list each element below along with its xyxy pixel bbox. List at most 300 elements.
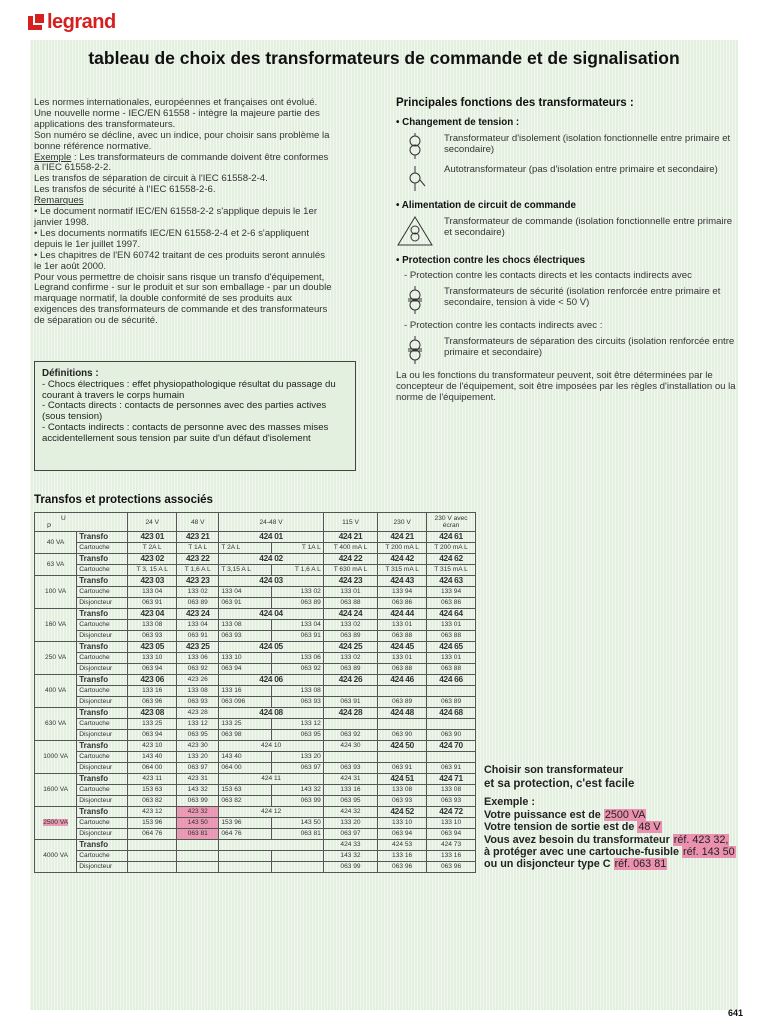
transfo-ref: 424 02 <box>219 554 323 565</box>
table-row <box>35 576 476 587</box>
table-row <box>35 609 476 620</box>
cartouche-ref: 133 08 <box>378 785 427 796</box>
disjoncteur-ref: 063 91 <box>271 631 323 642</box>
transfo-ref: 424 61 <box>427 532 476 543</box>
cartouche-ref: 153 63 <box>219 785 271 796</box>
cartouche-ref: 133 01 <box>323 587 377 598</box>
example-heading: Exemple : <box>484 796 536 809</box>
disjoncteur-ref: 063 93 <box>219 631 271 642</box>
disjoncteur-ref: 063 88 <box>378 631 427 642</box>
transfo-ref: 423 11 <box>128 774 177 785</box>
functions-section <box>396 98 736 403</box>
table-row <box>35 587 476 598</box>
disjoncteur-ref: 063 93 <box>177 697 219 708</box>
functions-footer: La ou les fonctions du transformateur peuvent, soit être déterminées par le concepteur de l'équipement, soit être imposées par les règles d'installation ou la norme de l'équipement. <box>396 370 736 403</box>
row-label: Disjoncteur <box>77 664 128 675</box>
cartouche-ref: 133 94 <box>378 587 427 598</box>
cartouche-ref: 133 02 <box>323 620 377 631</box>
direct-text: - Protection contre les contacts directs et les contacts indirects avec <box>404 270 692 281</box>
transfo-ref: 424 06 <box>219 675 323 686</box>
transfo-ref: 423 24 <box>177 609 219 620</box>
disjoncteur-ref: 063 96 <box>128 697 177 708</box>
cartouche-ref <box>378 686 427 697</box>
definition-item: - Contacts directs : contacts de personnes avec des parties actives (sous tension) <box>42 400 327 423</box>
cartouche-ref: 133 08 <box>177 686 219 697</box>
power-cell: 160 VA <box>35 609 77 642</box>
cartouche-ref: T 2A L <box>128 543 177 554</box>
table-row <box>35 708 476 719</box>
highlight-voltage: 48 V <box>638 821 661 834</box>
transfo-ref: 423 23 <box>177 576 219 587</box>
disjoncteur-ref <box>128 862 177 873</box>
highlight-transfo-ref: réf. 423 32, <box>673 833 729 846</box>
disjoncteur-ref: 063 92 <box>271 664 323 675</box>
u-label: U <box>61 515 66 522</box>
table-row <box>35 532 476 543</box>
cartouche-ref: 133 16 <box>427 851 476 862</box>
cartouche-ref: 133 16 <box>128 686 177 697</box>
choose-example <box>484 764 744 871</box>
disjoncteur-ref: 063 95 <box>323 796 377 807</box>
transfo-ref: 423 12 <box>128 807 177 818</box>
row-label: Transfo <box>77 576 128 587</box>
row-label: Transfo <box>77 642 128 653</box>
disjoncteur-ref: 063 97 <box>177 763 219 774</box>
cartouche-ref: 143 40 <box>128 752 177 763</box>
cartouche-ref: T 400 mA L <box>323 543 377 554</box>
row-label: Cartouche <box>77 851 128 862</box>
transfo-ref: 424 50 <box>378 741 427 752</box>
disjoncteur-ref: 063 91 <box>378 763 427 774</box>
transfo-ref: 424 64 <box>427 609 476 620</box>
cartouche-ref: T 1,6 A L <box>271 565 323 576</box>
example-paragraph <box>34 153 334 175</box>
row-label: Disjoncteur <box>77 763 128 774</box>
table-row <box>35 862 476 873</box>
transfo-ref: 424 44 <box>378 609 427 620</box>
cartouche-ref <box>378 752 427 763</box>
disjoncteur-ref: 063 86 <box>378 598 427 609</box>
table-row <box>35 796 476 807</box>
table-row <box>35 840 476 851</box>
disjoncteur-ref: 063 99 <box>271 796 323 807</box>
cartouche-ref: 133 25 <box>128 719 177 730</box>
cartouche-ref: 133 10 <box>219 653 271 664</box>
example-line-4-text: à protéger avec une cartouche-fusible <box>484 846 683 859</box>
disjoncteur-ref <box>177 862 219 873</box>
choose-title-2: et sa protection, c'est facile <box>484 778 635 791</box>
highlight-power: 2500 VA <box>604 808 646 821</box>
cartouche-ref: 133 16 <box>219 686 271 697</box>
disjoncteur-ref: 063 90 <box>378 730 427 741</box>
cartouche-ref: T 200 mA L <box>427 543 476 554</box>
row-label: Cartouche <box>77 565 128 576</box>
transfo-ref: 424 23 <box>323 576 377 587</box>
alim-title: • Alimentation de circuit de commande <box>396 200 576 211</box>
transfo-ref: 424 32 <box>323 807 377 818</box>
commande-item <box>396 216 736 246</box>
example-line-3-text: Vous avez besoin du transformateur <box>484 833 673 846</box>
table-row <box>35 686 476 697</box>
cartouche-ref: 133 20 <box>177 752 219 763</box>
table-row <box>35 554 476 565</box>
row-label: Cartouche <box>77 785 128 796</box>
disjoncteur-ref: 063 92 <box>323 730 377 741</box>
row-label: Transfo <box>77 675 128 686</box>
transfo-ref: 424 03 <box>219 576 323 587</box>
remark-item: • Le document normatif IEC/EN 61558-2-2 s'applique depuis le 1er janvier 1998. <box>34 206 318 228</box>
table-row <box>35 653 476 664</box>
example-line: Les transfos de sécurité à l'IEC 61558-2-6. <box>34 184 216 196</box>
table-row <box>35 785 476 796</box>
intro-paragraph: Les normes internationales, européennes et françaises ont évolué. Une nouvelle norme - IEC/EN 61558 - intègre la majeure partie des applications des transformateurs. <box>34 97 320 130</box>
cartouche-ref: 133 08 <box>427 785 476 796</box>
power-cell: 250 VA <box>35 642 77 675</box>
row-label: Disjoncteur <box>77 730 128 741</box>
auto-item <box>396 164 736 192</box>
definition-item: - Chocs électriques : effet physiopathologique résultat du passage du courant à travers le corps humain <box>42 378 336 401</box>
power-cell: 40 VA <box>35 532 77 554</box>
transfo-ref: 424 21 <box>378 532 427 543</box>
logo-text: legrand <box>47 10 116 33</box>
cartouche-ref: T 200 mA L <box>378 543 427 554</box>
table-title: Transfos et protections associés <box>34 494 213 506</box>
cartouche-ref <box>378 719 427 730</box>
cartouche-ref: 133 08 <box>271 686 323 697</box>
page-title: tableau de choix des transformateurs de commande et de signalisation <box>88 48 680 68</box>
transfo-ref <box>219 840 323 851</box>
cartouche-ref: 133 01 <box>427 653 476 664</box>
example-line-1 <box>484 809 744 821</box>
row-label: Transfo <box>77 741 128 752</box>
disjoncteur-ref: 063 95 <box>177 730 219 741</box>
power-cell: 63 VA <box>35 554 77 576</box>
separation-text: Transformateurs de séparation des circuits (isolation renforcée entre primaire et secondaire) <box>444 336 735 358</box>
intro-paragraph: Son numéro se décline, avec un indice, pour choisir sans problème la bonne référence normative. <box>34 129 330 152</box>
cartouche-ref: 133 12 <box>177 719 219 730</box>
table-row <box>35 620 476 631</box>
transfo-ref: 424 43 <box>378 576 427 587</box>
separation-transformer-icon <box>396 336 434 364</box>
isolation-item <box>396 133 736 159</box>
disjoncteur-ref: 063 86 <box>427 598 476 609</box>
cartouche-ref <box>271 851 323 862</box>
example-line-3 <box>484 834 744 846</box>
transfo-ref: 424 25 <box>323 642 377 653</box>
transfo-ref: 424 42 <box>378 554 427 565</box>
definitions-box <box>34 361 356 471</box>
transfo-ref: 424 26 <box>323 675 377 686</box>
cartouche-ref: 133 94 <box>427 587 476 598</box>
cartouche-ref <box>323 719 377 730</box>
control-transformer-icon <box>396 216 434 246</box>
p-label: P <box>47 523 52 530</box>
row-label: Transfo <box>77 609 128 620</box>
cartouche-ref: 133 01 <box>427 620 476 631</box>
row-label: Disjoncteur <box>77 631 128 642</box>
disjoncteur-ref: 063 88 <box>427 631 476 642</box>
disjoncteur-ref: 063 91 <box>128 598 177 609</box>
row-label: Transfo <box>77 774 128 785</box>
disjoncteur-ref: 063 93 <box>427 796 476 807</box>
row-label: Transfo <box>77 708 128 719</box>
disjoncteur-ref: 063 89 <box>323 664 377 675</box>
transfo-ref: 424 31 <box>323 774 377 785</box>
isolation-transformer-icon <box>396 133 434 159</box>
intro-text <box>34 98 334 327</box>
transfo-ref: 424 01 <box>219 532 323 543</box>
transfo-ref: 424 21 <box>323 532 377 543</box>
transfo-ref: 424 65 <box>427 642 476 653</box>
cartouche-ref <box>427 686 476 697</box>
power-cell: 4000 VA <box>35 840 77 873</box>
row-label: Cartouche <box>77 587 128 598</box>
transfo-ref: 424 63 <box>427 576 476 587</box>
power-cell: 630 VA <box>35 708 77 741</box>
disjoncteur-ref: 064 76 <box>219 829 271 840</box>
legrand-logo <box>28 10 116 34</box>
row-label: Transfo <box>77 840 128 851</box>
table-row <box>35 807 476 818</box>
transfo-ref: 424 22 <box>323 554 377 565</box>
transfo-ref: 423 21 <box>177 532 219 543</box>
cartouche-ref: T 3,15 A L <box>219 565 271 576</box>
row-label: Transfo <box>77 807 128 818</box>
table-row <box>35 719 476 730</box>
example-line-4 <box>484 846 744 858</box>
disjoncteur-ref: 064 00 <box>128 763 177 774</box>
transfo-ref: 423 05 <box>128 642 177 653</box>
table-row <box>35 543 476 554</box>
cartouche-ref: 133 04 <box>219 587 271 598</box>
transfo-ref: 424 73 <box>427 840 476 851</box>
power-cell: 1600 VA <box>35 774 77 807</box>
change-tension-title: • Changement de tension : <box>396 117 520 128</box>
separation-item <box>396 336 736 364</box>
table-row <box>35 774 476 785</box>
example-label: Exemple <box>34 151 72 163</box>
highlight-breaker-ref: réf. 063 81 <box>614 858 667 871</box>
transfo-ref: 424 70 <box>427 741 476 752</box>
disjoncteur-ref: 063 93 <box>271 697 323 708</box>
transfo-ref: 424 51 <box>378 774 427 785</box>
disjoncteur-ref: 063 81 <box>271 829 323 840</box>
cartouche-ref: 143 32 <box>177 785 219 796</box>
transfo-ref: 423 22 <box>177 554 219 565</box>
transfo-ref <box>128 840 177 851</box>
cartouche-ref <box>128 851 177 862</box>
voltage-header: 24 V <box>128 513 177 532</box>
table-row <box>35 565 476 576</box>
disjoncteur-ref: 063 91 <box>323 697 377 708</box>
disjoncteur-ref: 063 97 <box>323 829 377 840</box>
remark-item: • Les documents normatifs IEC/EN 61558-2-4 et 2-6 s'appliquent depuis le 1er juillet 1997. <box>34 227 310 250</box>
cartouche-ref: T 3, 15 A L <box>128 565 177 576</box>
isolation-text: Transformateur d'isolement (isolation fonctionnelle entre primaire et secondaire) <box>444 133 731 155</box>
cartouche-ref: 133 02 <box>177 587 219 598</box>
disjoncteur-ref: 063 94 <box>219 664 271 675</box>
table-row <box>35 730 476 741</box>
transfo-ref: 424 33 <box>323 840 377 851</box>
transfo-ref: 423 25 <box>177 642 219 653</box>
transfo-ref: 423 06 <box>128 675 177 686</box>
row-label: Cartouche <box>77 686 128 697</box>
table-row <box>35 818 476 829</box>
cartouche-ref: 133 16 <box>323 785 377 796</box>
transfo-ref: 424 52 <box>378 807 427 818</box>
cartouche-ref <box>427 752 476 763</box>
remark-item: • Les chapitres de l'EN 60742 traitant de ces produits seront annulés le 1er août 2000. <box>34 249 326 272</box>
disjoncteur-ref: 063 96 <box>427 862 476 873</box>
table-row <box>35 851 476 862</box>
securite-item <box>396 286 736 314</box>
remarks-label: Remarques <box>34 195 84 207</box>
power-cell: 400 VA <box>35 675 77 708</box>
power-cell: 100 VA <box>35 576 77 609</box>
disjoncteur-ref: 063 94 <box>128 664 177 675</box>
cartouche-ref: T 315 mA L <box>427 565 476 576</box>
disjoncteur-ref: 063 88 <box>427 664 476 675</box>
disjoncteur-ref: 063 94 <box>378 829 427 840</box>
example-line-5 <box>484 858 744 870</box>
up-header-cell <box>35 513 128 532</box>
cartouche-ref: 143 32 <box>271 785 323 796</box>
transfo-ref: 423 26 <box>177 675 219 686</box>
transfo-ref: 424 24 <box>323 609 377 620</box>
transfo-ref: 424 71 <box>427 774 476 785</box>
cartouche-ref: 133 02 <box>271 587 323 598</box>
table-row <box>35 598 476 609</box>
disjoncteur-ref: 064 00 <box>219 763 271 774</box>
cartouche-ref <box>219 851 271 862</box>
cartouche-ref: 133 10 <box>378 818 427 829</box>
table-row <box>35 675 476 686</box>
transfo-ref: 424 62 <box>427 554 476 565</box>
page-number: 641 <box>728 1008 744 1018</box>
cartouche-ref: T 1A L <box>177 543 219 554</box>
commande-text: Transformateur de commande (isolation fonctionnelle entre primaire et secondaire) <box>444 216 733 238</box>
row-label: Disjoncteur <box>77 829 128 840</box>
indirect-text: - Protection contre les contacts indirects avec : <box>404 320 603 331</box>
transfo-ref: 424 04 <box>219 609 323 620</box>
cartouche-ref <box>427 719 476 730</box>
transfo-ref: 424 12 <box>219 807 323 818</box>
disjoncteur-ref: 063 91 <box>177 631 219 642</box>
disjoncteur-ref <box>271 862 323 873</box>
cartouche-ref: 133 01 <box>378 653 427 664</box>
transfo-ref: 424 68 <box>427 708 476 719</box>
disjoncteur-ref: 063 096 <box>219 697 271 708</box>
disjoncteur-ref: 063 99 <box>177 796 219 807</box>
table-header-row <box>35 513 476 532</box>
protect-title: • Protection contre les chocs électriques <box>396 255 586 266</box>
row-label: Transfo <box>77 532 128 543</box>
table-row <box>35 752 476 763</box>
cartouche-ref: 133 04 <box>177 620 219 631</box>
disjoncteur-ref: 063 99 <box>323 862 377 873</box>
disjoncteur-ref: 063 88 <box>323 598 377 609</box>
transfo-ref: 423 03 <box>128 576 177 587</box>
definitions-title: Définitions : <box>42 368 99 379</box>
disjoncteur-ref: 063 95 <box>271 730 323 741</box>
cartouche-ref: 133 06 <box>271 653 323 664</box>
example-text: : Les transformateurs de commande doivent être conformes à l'IEC 61558-2-2. <box>34 151 329 174</box>
power-cell <box>35 807 77 840</box>
disjoncteur-ref: 063 91 <box>427 763 476 774</box>
cartouche-ref: 133 01 <box>378 620 427 631</box>
table-row <box>35 697 476 708</box>
disjoncteur-ref: 063 93 <box>128 631 177 642</box>
cartouche-ref: 133 04 <box>271 620 323 631</box>
transfo-ref: 424 05 <box>219 642 323 653</box>
row-label: Disjoncteur <box>77 796 128 807</box>
disjoncteur-ref: 063 89 <box>177 598 219 609</box>
cartouche-ref: 133 20 <box>271 752 323 763</box>
transfo-ref: 423 28 <box>177 708 219 719</box>
cartouche-ref: 153 96 <box>128 818 177 829</box>
autotransformer-icon <box>396 164 434 192</box>
transfo-ref: 424 10 <box>219 741 323 752</box>
table-row <box>35 631 476 642</box>
voltage-header: 48 V <box>177 513 219 532</box>
transfo-ref: 424 66 <box>427 675 476 686</box>
transfo-ref: 423 04 <box>128 609 177 620</box>
cartouche-ref: T 1,6 A L <box>177 565 219 576</box>
cartouche-ref: 153 63 <box>128 785 177 796</box>
transfo-ref: 423 10 <box>128 741 177 752</box>
cartouche-ref: 133 04 <box>128 587 177 598</box>
cartouche-ref: 133 08 <box>128 620 177 631</box>
example-line-1-text: Votre puissance est de <box>484 808 604 821</box>
transfo-ref: 424 72 <box>427 807 476 818</box>
row-label: Transfo <box>77 554 128 565</box>
disjoncteur-ref: 063 92 <box>177 664 219 675</box>
cartouche-ref: 133 08 <box>219 620 271 631</box>
row-label: Disjoncteur <box>77 598 128 609</box>
closing-paragraph: Pour vous permettre de choisir sans risque un transfo d'équipement, Legrand confirme - sur le produit et sur son emballage - par un double marquage normatif, la double conformité de ses produits aux exigences des transformateurs de commande et des transformateurs de séparation ou de sécurité. <box>34 271 332 327</box>
cartouche-ref <box>177 851 219 862</box>
row-label: Disjoncteur <box>77 862 128 873</box>
transfo-ref: 423 30 <box>177 741 219 752</box>
cartouche-ref: 133 12 <box>271 719 323 730</box>
transfo-ref: 423 08 <box>128 708 177 719</box>
functions-title: Principales fonctions des transformateurs : <box>396 97 634 109</box>
row-label: Cartouche <box>77 620 128 631</box>
table-row <box>35 829 476 840</box>
disjoncteur-ref: 063 81 <box>177 829 219 840</box>
transfo-ref: 424 45 <box>378 642 427 653</box>
row-label: Disjoncteur <box>77 697 128 708</box>
row-label: Cartouche <box>77 818 128 829</box>
cartouche-ref <box>323 752 377 763</box>
legrand-logo-icon <box>28 14 44 30</box>
disjoncteur-ref: 063 89 <box>427 697 476 708</box>
disjoncteur-ref: 063 88 <box>378 664 427 675</box>
voltage-header: 230 V avec écran <box>427 513 476 532</box>
disjoncteur-ref: 063 89 <box>323 631 377 642</box>
cartouche-ref: 143 50 <box>271 818 323 829</box>
voltage-header: 24-48 V <box>219 513 323 532</box>
cartouche-ref: T 630 mA L <box>323 565 377 576</box>
disjoncteur-ref: 063 89 <box>271 598 323 609</box>
example-line-2-text: Votre tension de sortie est de <box>484 821 638 834</box>
example-line-5-text: ou un disjoncteur type C <box>484 858 614 871</box>
disjoncteur-ref: 063 82 <box>128 796 177 807</box>
disjoncteur-ref: 063 82 <box>219 796 271 807</box>
cartouche-ref: 153 96 <box>219 818 271 829</box>
definition-item: - Contacts indirects : contacts de personne avec des masses mises accidentellement sous tension par suite d'un défaut d'isolement <box>42 421 329 444</box>
cartouche-ref: 133 20 <box>323 818 377 829</box>
